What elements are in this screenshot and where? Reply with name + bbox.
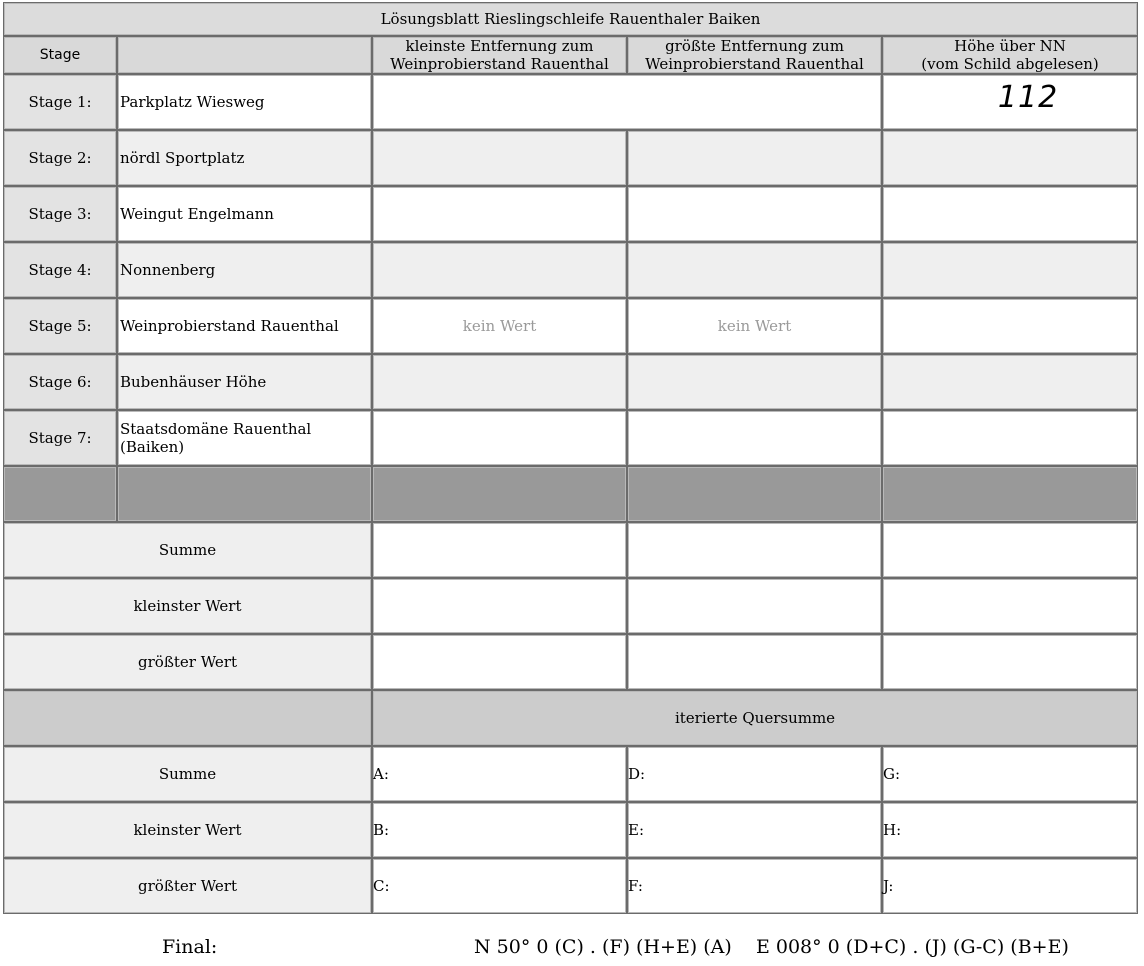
stage-1-height-cell[interactable] <box>882 74 1138 130</box>
stage-label: Stage 2: <box>3 130 117 186</box>
stage-1-distance-cell[interactable] <box>372 74 882 130</box>
stage-2-height-cell[interactable] <box>882 130 1138 186</box>
separator-cell <box>627 466 882 522</box>
stage-7-max-cell[interactable] <box>627 410 882 466</box>
sum-min-cell[interactable] <box>372 522 627 578</box>
smallest-min-cell[interactable] <box>372 578 627 634</box>
smallest-max-cell[interactable] <box>627 578 882 634</box>
separator-cell <box>882 466 1138 522</box>
stage-label: Stage 5: <box>3 298 117 354</box>
largest-label: größter Wert <box>3 634 372 690</box>
header-name <box>117 36 372 74</box>
header-max-line1: größte Entfernung zum <box>665 37 844 55</box>
header-height-line1: Höhe über NN <box>954 37 1066 55</box>
stage-name: Parkplatz Wiesweg <box>117 74 372 130</box>
stage-row-1 <box>3 74 1138 130</box>
final-coordinates <box>0 934 1144 962</box>
stage-5-height-cell[interactable] <box>882 298 1138 354</box>
letters-sum-label: Summe <box>3 746 372 802</box>
stage-5-min-cell: kein Wert <box>372 298 627 354</box>
stage-4-min-cell[interactable] <box>372 242 627 298</box>
stage-row-2 <box>3 130 1138 186</box>
stage-label: Stage 6: <box>3 354 117 410</box>
iterated-checksum-label: iterierte Quersumme <box>372 690 1138 746</box>
stage-name-line2: (Baiken) <box>120 438 185 456</box>
largest-height-cell[interactable] <box>882 634 1138 690</box>
solution-sheet <box>3 2 1138 914</box>
stage-row-6 <box>3 354 1138 410</box>
sum-row <box>3 522 1138 578</box>
stage-name: nördl Sportplatz <box>117 130 372 186</box>
stage-4-max-cell[interactable] <box>627 242 882 298</box>
stage-name: Bubenhäuser Höhe <box>117 354 372 410</box>
sum-max-cell[interactable] <box>627 522 882 578</box>
stage-label: Stage 4: <box>3 242 117 298</box>
letter-b-cell[interactable]: B: <box>372 802 627 858</box>
letter-e-cell[interactable]: E: <box>627 802 882 858</box>
letter-g-cell[interactable]: G: <box>882 746 1138 802</box>
letter-a-cell[interactable]: A: <box>372 746 627 802</box>
stage-row-3 <box>3 186 1138 242</box>
largest-max-cell[interactable] <box>627 634 882 690</box>
sum-label: Summe <box>3 522 372 578</box>
letter-f-cell[interactable]: F: <box>627 858 882 914</box>
separator-cell <box>117 466 372 522</box>
stage-label: Stage 1: <box>3 74 117 130</box>
stage-name: Weingut Engelmann <box>117 186 372 242</box>
stage-row-4 <box>3 242 1138 298</box>
header-min-line2: Weinprobierstand Rauenthal <box>390 55 609 73</box>
header-stage: Stage <box>3 36 117 74</box>
stage-name: Nonnenberg <box>117 242 372 298</box>
letter-c-cell[interactable]: C: <box>372 858 627 914</box>
stage-7-min-cell[interactable] <box>372 410 627 466</box>
stage-3-height-cell[interactable] <box>882 186 1138 242</box>
letters-largest-label: größter Wert <box>3 858 372 914</box>
stage-7-height-cell[interactable] <box>882 410 1138 466</box>
stage-row-7 <box>3 410 1138 466</box>
sheet-title: Lösungsblatt Rieslingschleife Rauenthaler Baiken <box>3 2 1138 36</box>
letter-h-cell[interactable]: H: <box>882 802 1138 858</box>
header-height-line2: (vom Schild abgelesen) <box>921 55 1099 73</box>
smallest-row <box>3 578 1138 634</box>
stage-row-5 <box>3 298 1138 354</box>
stage-2-min-cell[interactable] <box>372 130 627 186</box>
stage-6-height-cell[interactable] <box>882 354 1138 410</box>
header-min-line1: kleinste Entfernung zum <box>405 37 594 55</box>
header-row <box>3 36 1138 74</box>
stage-label: Stage 3: <box>3 186 117 242</box>
final-formula: N 50° 0 (C) . (F) (H+E) (A) E 008° 0 (D+C) . (J) (G-C) (B+E) <box>474 936 1069 958</box>
letters-smallest-row <box>3 802 1138 858</box>
stage-4-height-cell[interactable] <box>882 242 1138 298</box>
header-min-distance <box>372 36 627 74</box>
stage-3-max-cell[interactable] <box>627 186 882 242</box>
solution-table <box>3 2 1138 914</box>
largest-min-cell[interactable] <box>372 634 627 690</box>
iterated-checksum-row <box>3 690 1138 746</box>
stage-name <box>117 410 372 466</box>
smallest-height-cell[interactable] <box>882 578 1138 634</box>
stage-5-max-cell: kein Wert <box>627 298 882 354</box>
header-max-distance <box>627 36 882 74</box>
stage-label: Stage 7: <box>3 410 117 466</box>
letters-smallest-label: kleinster Wert <box>3 802 372 858</box>
stage-3-min-cell[interactable] <box>372 186 627 242</box>
letters-largest-row <box>3 858 1138 914</box>
header-max-line2: Weinprobierstand Rauenthal <box>645 55 864 73</box>
letters-sum-row <box>3 746 1138 802</box>
stage-6-min-cell[interactable] <box>372 354 627 410</box>
stage-name: Weinprobierstand Rauenthal <box>117 298 372 354</box>
title-row <box>3 2 1138 36</box>
separator-row <box>3 466 1138 522</box>
final-label: Final: <box>162 936 218 958</box>
largest-row <box>3 634 1138 690</box>
separator-cell <box>372 466 627 522</box>
stage-6-max-cell[interactable] <box>627 354 882 410</box>
letter-d-cell[interactable]: D: <box>627 746 882 802</box>
stage-name-line1: Staatsdomäne Rauenthal <box>120 420 312 438</box>
header-height <box>882 36 1138 74</box>
smallest-label: kleinster Wert <box>3 578 372 634</box>
separator-cell <box>3 466 117 522</box>
iterated-blank-cell <box>3 690 372 746</box>
letter-j-cell[interactable]: J: <box>882 858 1138 914</box>
sum-height-cell[interactable] <box>882 522 1138 578</box>
stage-2-max-cell[interactable] <box>627 130 882 186</box>
handwritten-height-value: 112 <box>997 80 1059 115</box>
